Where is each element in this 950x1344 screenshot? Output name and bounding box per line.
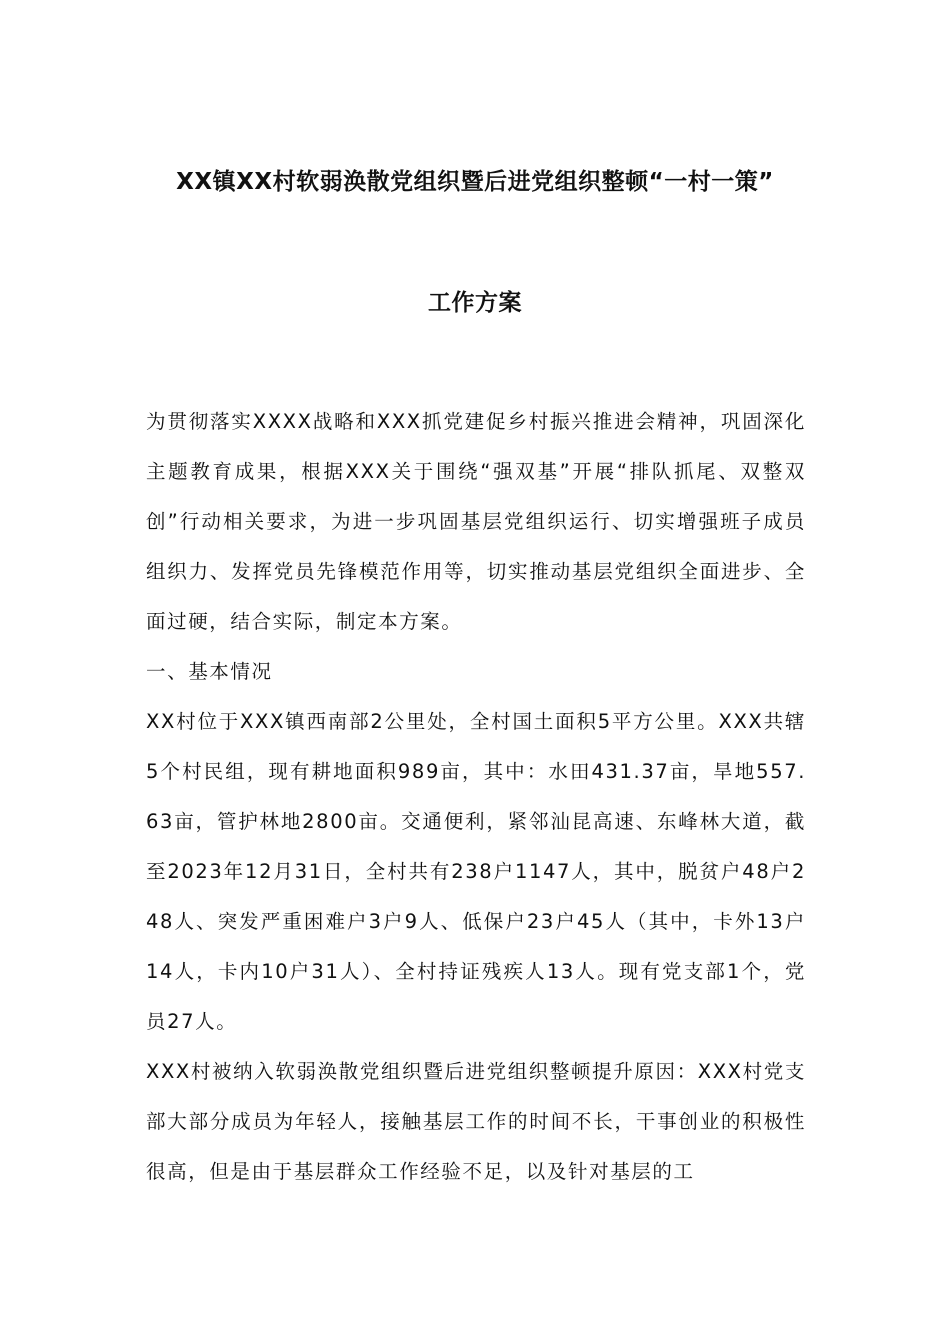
- document-title-line2: 工作方案: [428, 290, 522, 316]
- paragraph-village-overview: XX村位于XXX镇西南部2公里处，全村国土面积5平方公里。XXX共辖5个村民组，现有耕地面积989亩，其中：水田431.37亩，旱地557.63亩，管护林地2800亩。交通便利，紧邻汕昆高速、东峰林大道，截至2023年12月31日，全村共有238户1147人，其中，脱贫户48户248人、突发严重困难户3户9人、低保户23户45人（其中，卡外13户14人，卡内10户31人）、全村持证残疾人13人。现有党支部1个，党员27人。: [146, 710, 806, 1033]
- section-heading-basic-situation: 一、基本情况: [146, 660, 273, 683]
- document-title-line1: XX镇XX村软弱涣散党组织暨后进党组织整顿“一村一策”: [176, 169, 774, 195]
- document-body: [146, 397, 806, 1197]
- paragraph-intro: 为贯彻落实XXXX战略和XXX抓党建促乡村振兴推进会精神，巩固深化主题教育成果，根据XXX关于围绕“强双基”开展“排队抓尾、双整双创”行动相关要求，为进一步巩固基层党组织运行、切实增强班子成员组织力、发挥党员先锋模范作用等，切实推动基层党组织全面进步、全面过硬，结合实际，制定本方案。: [146, 410, 806, 633]
- paragraph-rectification-reason: XXX村被纳入软弱涣散党组织暨后进党组织整顿提升原因：XXX村党支部大部分成员为年轻人，接触基层工作的时间不长，干事创业的积极性很高，但是由于基层群众工作经验不足，以及针对基层的工: [146, 1060, 806, 1183]
